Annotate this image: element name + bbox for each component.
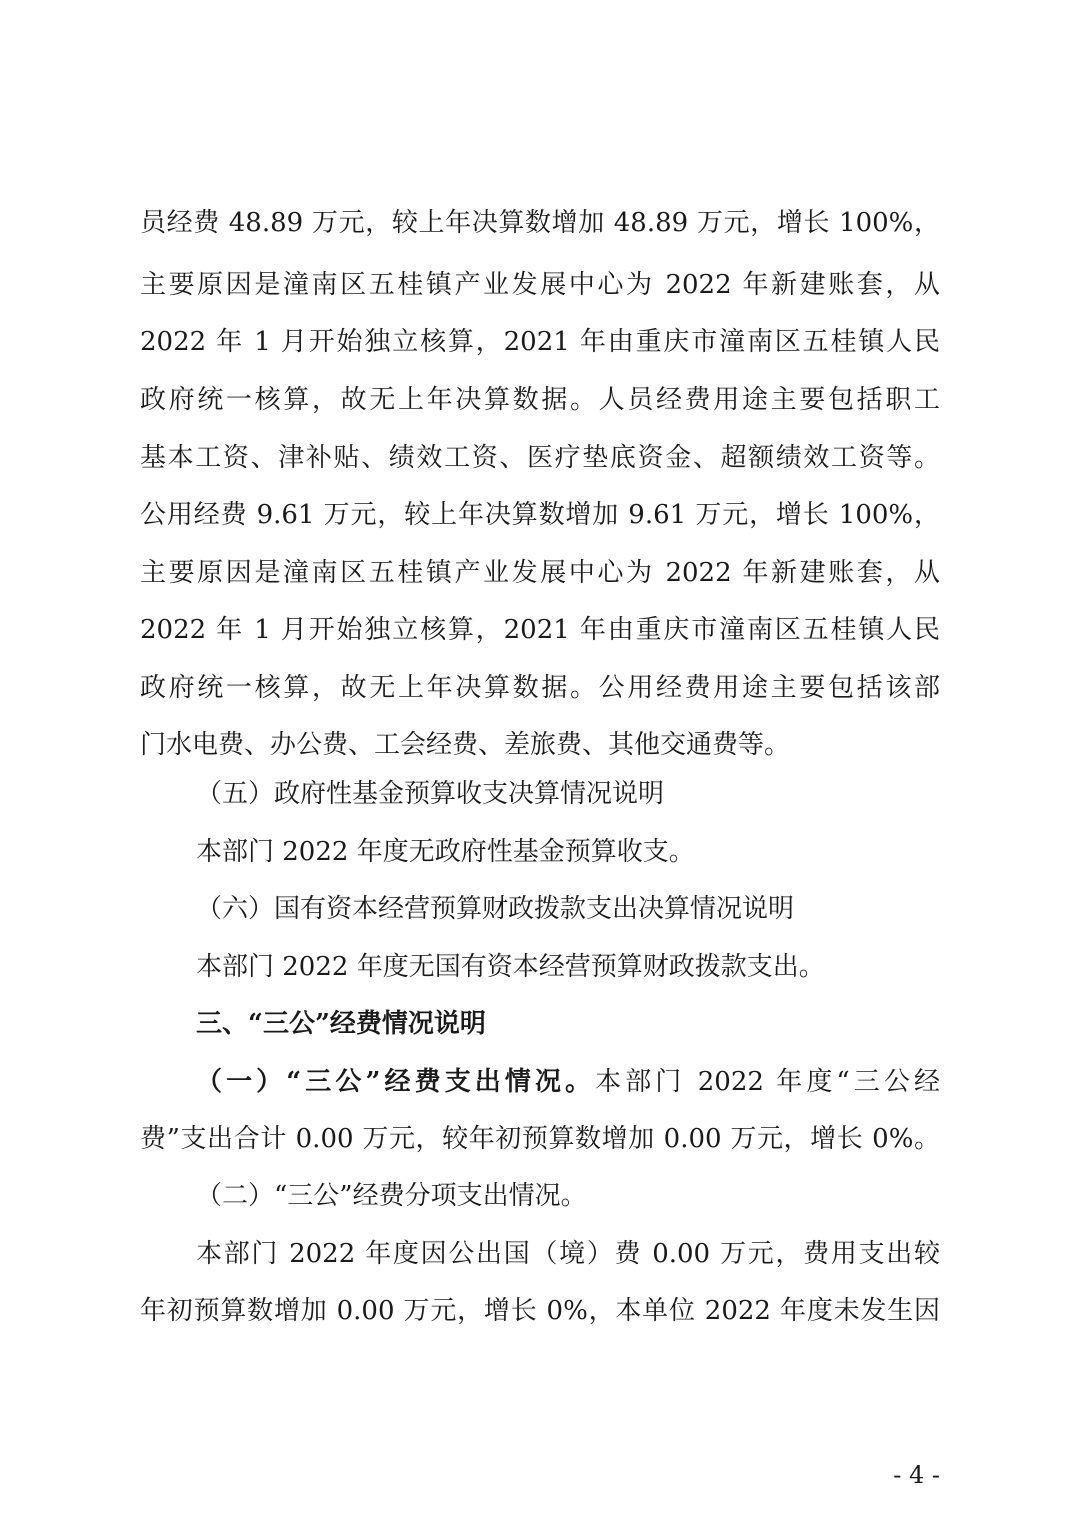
paragraph-line: 政府统一核算，故无上年决算数据。公用经费用途主要包括该部 — [140, 673, 940, 703]
paragraph-line: 基本工资、津补贴、绩效工资、医疗垫底资金、超额绩效工资等。 — [140, 443, 940, 473]
paragraph-line: 本部门 2022 年度因公出国（境）费 0.00 万元，费用支出较 — [196, 1239, 940, 1269]
paragraph-line: 主要原因是潼南区五桂镇产业发展中心为 2022 年新建账套，从 — [140, 270, 940, 300]
paragraph-line: 员经费 48.89 万元，较上年决算数增加 48.89 万元，增长 100%， — [140, 208, 940, 238]
paragraph-line: 政府统一核算，故无上年决算数据。人员经费用途主要包括职工 — [140, 385, 940, 415]
section-heading: （五）政府性基金预算收支决算情况说明 — [196, 779, 665, 809]
page-number: - 4 - — [893, 1461, 940, 1489]
paragraph-line: 费”支出合计 0.00 万元，较年初预算数增加 0.00 万元，增长 0%。 — [140, 1124, 940, 1154]
section-heading: （六）国有资本经营预算财政拨款支出决算情况说明 — [196, 894, 795, 924]
paragraph-line: 2022 年 1 月开始独立核算，2021 年由重庆市潼南区五桂镇人民 — [140, 327, 940, 357]
paragraph-line: 年初预算数增加 0.00 万元，增长 0%，本单位 2022 年度未发生因 — [140, 1296, 940, 1326]
paragraph-line: 本部门 2022 年度无国有资本经营预算财政拨款支出。 — [196, 952, 825, 982]
paragraph-line: 主要原因是潼南区五桂镇产业发展中心为 2022 年新建账套，从 — [140, 558, 940, 588]
paragraph-line: 本部门 2022 年度无政府性基金预算收支。 — [196, 837, 695, 867]
inline-heading: （一）“三公”经费支出情况。 — [196, 1067, 596, 1097]
section-heading: （二）“三公”经费分项支出情况。 — [196, 1181, 587, 1211]
paragraph-line: 公用经费 9.61 万元，较上年决算数增加 9.61 万元，增长 100%， — [140, 500, 940, 530]
paragraph-line: 2022 年 1 月开始独立核算，2021 年由重庆市潼南区五桂镇人民 — [140, 615, 940, 645]
paragraph-line: 门水电费、办公费、工会经费、差旅费、其他交通费等。 — [140, 730, 791, 760]
inline-text: 本部门 2022 年度“三公经 — [595, 1067, 940, 1097]
chapter-heading: 三、“三公”经费情况说明 — [196, 1009, 486, 1039]
paragraph-line — [196, 1064, 940, 1100]
